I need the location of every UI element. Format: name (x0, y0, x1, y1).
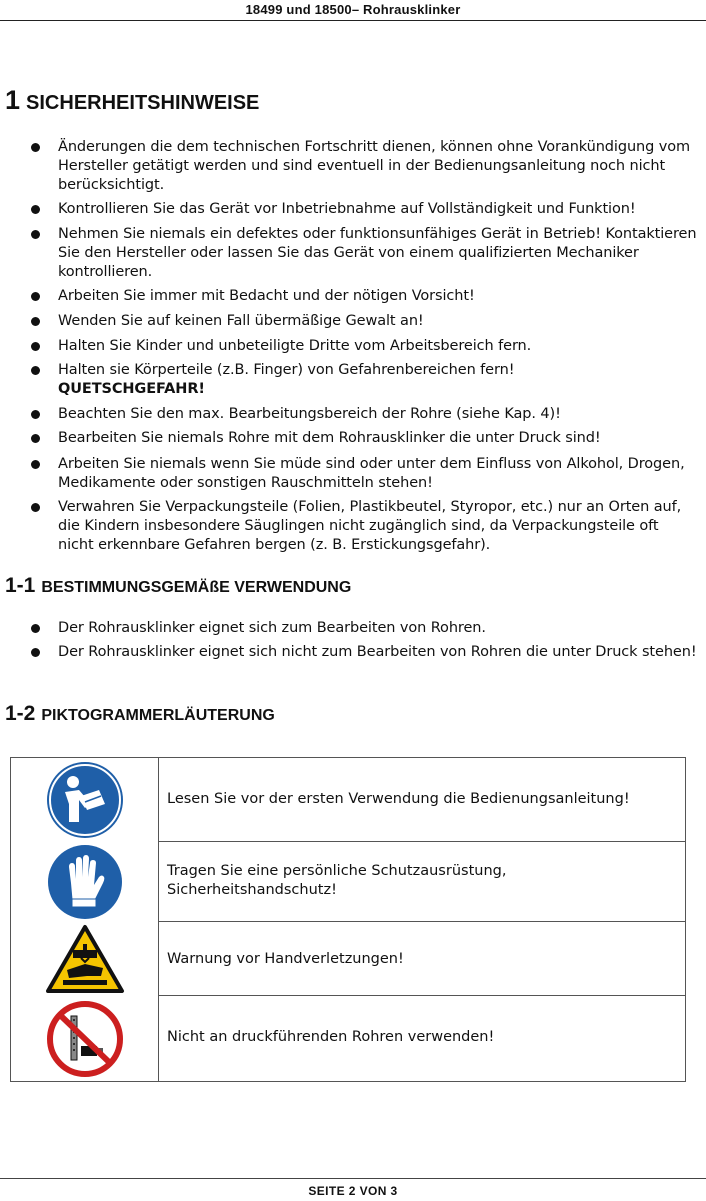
crush-hazard-warning: QUETSCHGEFAHR! (58, 381, 205, 397)
page-number: SEITE 2 VON 3 (308, 1184, 398, 1198)
bullet (31, 410, 40, 419)
pictogram-row (11, 758, 685, 842)
document-title: 18499 und 18500– Rohrausklinker (245, 2, 461, 17)
list-item-text: Wenden Sie auf keinen Fall übermäßige Gewalt an! (58, 313, 424, 329)
pictogram-row (11, 996, 685, 1081)
pictogram-text-cell (159, 922, 685, 996)
section-number: 1-1 (5, 574, 36, 597)
section-title: SICHERHEITSHINWEISE (26, 92, 260, 114)
list-item-text: Änderungen die dem technischen Fortschritt dienen, können ohne Vorankündigung vom Hersteller getätigt werden und sind eventuell in der Bedienungsanleitung noch nicht berücksichtigt. (58, 139, 691, 193)
bullet (31, 648, 40, 657)
pictogram-icon-cell (11, 996, 159, 1081)
pictogram-table (10, 757, 686, 1082)
pictogram-icon-cell (11, 842, 159, 922)
section-heading-piktogrammerlaeuterung (5, 702, 275, 726)
page-footer (0, 1178, 706, 1201)
section-heading-sicherheitshinweise (5, 85, 259, 116)
read-manual-icon (45, 760, 125, 840)
list-item-text: Der Rohrausklinker eignet sich zum Bearbeiten von Rohren. (58, 620, 486, 636)
pictogram-row (11, 842, 685, 922)
list-item-text: Halten Sie Kinder und unbeteiligte Dritte vom Arbeitsbereich fern. (58, 338, 532, 354)
list-item-main-text: Halten sie Körperteile (z.B. Finger) von Gefahrenbereichen fern! (58, 362, 515, 378)
pictogram-description: Lesen Sie vor der ersten Verwendung die Bedienungsanleitung! (167, 791, 630, 807)
section-number: 1-2 (5, 702, 36, 725)
page-header (0, 0, 706, 21)
pictogram-description: Tragen Sie eine persönliche Schutzausrüstung, Sicherheitshandschutz! (167, 863, 507, 898)
protective-gloves-icon (45, 843, 125, 921)
list-item-text: Beachten Sie den max. Bearbeitungsbereich der Rohre (siehe Kap. 4)! (58, 406, 561, 422)
pictogram-description: Nicht an druckführenden Rohren verwenden! (167, 1029, 495, 1045)
bullet (31, 434, 40, 443)
bullet (31, 143, 40, 152)
pictogram-icon-cell (11, 922, 159, 996)
bullet (31, 205, 40, 214)
section-heading-bestimmungsgemaesse-verwendung (5, 574, 351, 598)
bullet (31, 342, 40, 351)
bullet (31, 460, 40, 469)
list-item-text: Nehmen Sie niemals ein defektes oder funktionsunfähiges Gerät in Betrieb! Kontaktieren Sie den Hersteller oder lassen Sie das Gerät von einem qualifizierten Mechaniker kontrollieren. (58, 226, 697, 280)
bullet (31, 503, 40, 512)
list-item-text: Der Rohrausklinker eignet sich nicht zum Bearbeiten von Rohren die unter Druck stehen! (58, 644, 697, 660)
pictogram-row (11, 922, 685, 996)
hand-crush-warning-icon (45, 924, 125, 994)
pictogram-text-cell (159, 996, 685, 1081)
list-item-text: Verwahren Sie Verpackungsteile (Folien, Plastikbeutel, Styropor, etc.) nur an Orten auf, die Kindern insbesondere Säuglingen nicht zugänglich sind, da Verpackungsteile oft nicht erkennbare Gefahren bergen (z. B. Erstickungsgefahr). (58, 499, 682, 553)
pictogram-description: Warnung vor Handverletzungen! (167, 951, 404, 967)
list-item-text: Arbeiten Sie niemals wenn Sie müde sind oder unter dem Einfluss von Alkohol, Drogen, Medikamente oder sonstigen Rauschmitteln stehen! (58, 456, 685, 491)
list-item-text (58, 361, 698, 399)
bullet (31, 292, 40, 301)
no-pressurized-pipes-icon (45, 1000, 125, 1078)
pictogram-text-cell (159, 842, 685, 922)
section-title: PIKTOGRAMMERLÄUTERUNG (41, 707, 275, 724)
bullet (31, 624, 40, 633)
section-title: BESTIMMUNGSGEMÄßE VERWENDUNG (41, 579, 352, 596)
list-item-text: Kontrollieren Sie das Gerät vor Inbetriebnahme auf Vollständigkeit und Funktion! (58, 201, 636, 217)
pictogram-text-cell (159, 758, 685, 842)
bullet (31, 317, 40, 326)
list-item-text: Bearbeiten Sie niemals Rohre mit dem Rohrausklinker die unter Druck sind! (58, 430, 601, 446)
pictogram-icon-cell (11, 758, 159, 842)
bullet (31, 366, 40, 375)
list-item-text: Arbeiten Sie immer mit Bedacht und der nötigen Vorsicht! (58, 288, 475, 304)
section-number: 1 (5, 85, 21, 115)
bullet (31, 230, 40, 239)
